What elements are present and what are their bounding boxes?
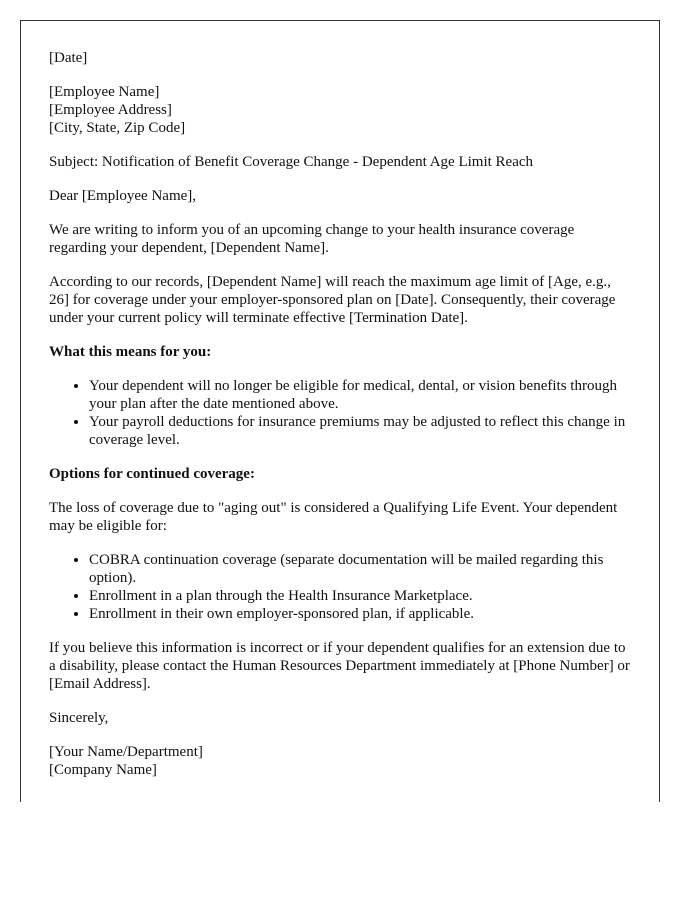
- recipient-block: [49, 83, 631, 137]
- closing: Sincerely,: [49, 710, 109, 726]
- signature-company: [Company Name]: [49, 762, 157, 778]
- means-list: [49, 377, 631, 449]
- list-item: • Enrollment in a plan through the Health Insurance Marketplace.: [89, 587, 631, 605]
- options-list: [49, 551, 631, 623]
- list-item: • Your dependent will no longer be eligible for medical, dental, or vision benefits through your plan after the date mentioned above.: [89, 377, 631, 413]
- date: [Date]: [49, 50, 88, 66]
- list-item: • Your payroll deductions for insurance premiums may be adjusted to reflect this change in coverage level.: [89, 413, 631, 449]
- records-paragraph: According to our records, [Dependent Name] will reach the maximum age limit of [Age, e.g., 26] for coverage under your employer-sponsored plan on [Date]. Consequently, their coverage under your current policy will terminate effective [Termination Date].: [49, 274, 616, 326]
- signature-name: [Your Name/Department]: [49, 744, 203, 760]
- subject: Subject: Notification of Benefit Coverage Change - Dependent Age Limit Reach: [49, 154, 534, 170]
- options-intro: The loss of coverage due to "aging out" is considered a Qualifying Life Event. Your dependent may be eligible for:: [49, 500, 618, 534]
- list-item: • COBRA continuation coverage (separate documentation will be mailed regarding this option).: [89, 551, 631, 587]
- list-item: • Enrollment in their own employer-sponsored plan, if applicable.: [89, 605, 631, 623]
- letter: [20, 20, 660, 802]
- recipient-name: [Employee Name]: [49, 84, 160, 100]
- contact-paragraph: If you believe this information is incorrect or if your dependent qualifies for an extension due to a disability, please contact the Human Resources Department immediately at [Phone Number] or [Email Address].: [49, 640, 630, 692]
- recipient-address: [Employee Address]: [49, 102, 172, 118]
- intro-paragraph: We are writing to inform you of an upcoming change to your health insurance coverage regarding your dependent, [Dependent Name].: [49, 222, 575, 256]
- means-heading: What this means for you:: [49, 344, 212, 360]
- recipient-city: [City, State, Zip Code]: [49, 120, 186, 136]
- options-heading: Options for continued coverage:: [49, 466, 255, 482]
- signature-block: [49, 743, 631, 779]
- salutation: Dear [Employee Name],: [49, 188, 197, 204]
